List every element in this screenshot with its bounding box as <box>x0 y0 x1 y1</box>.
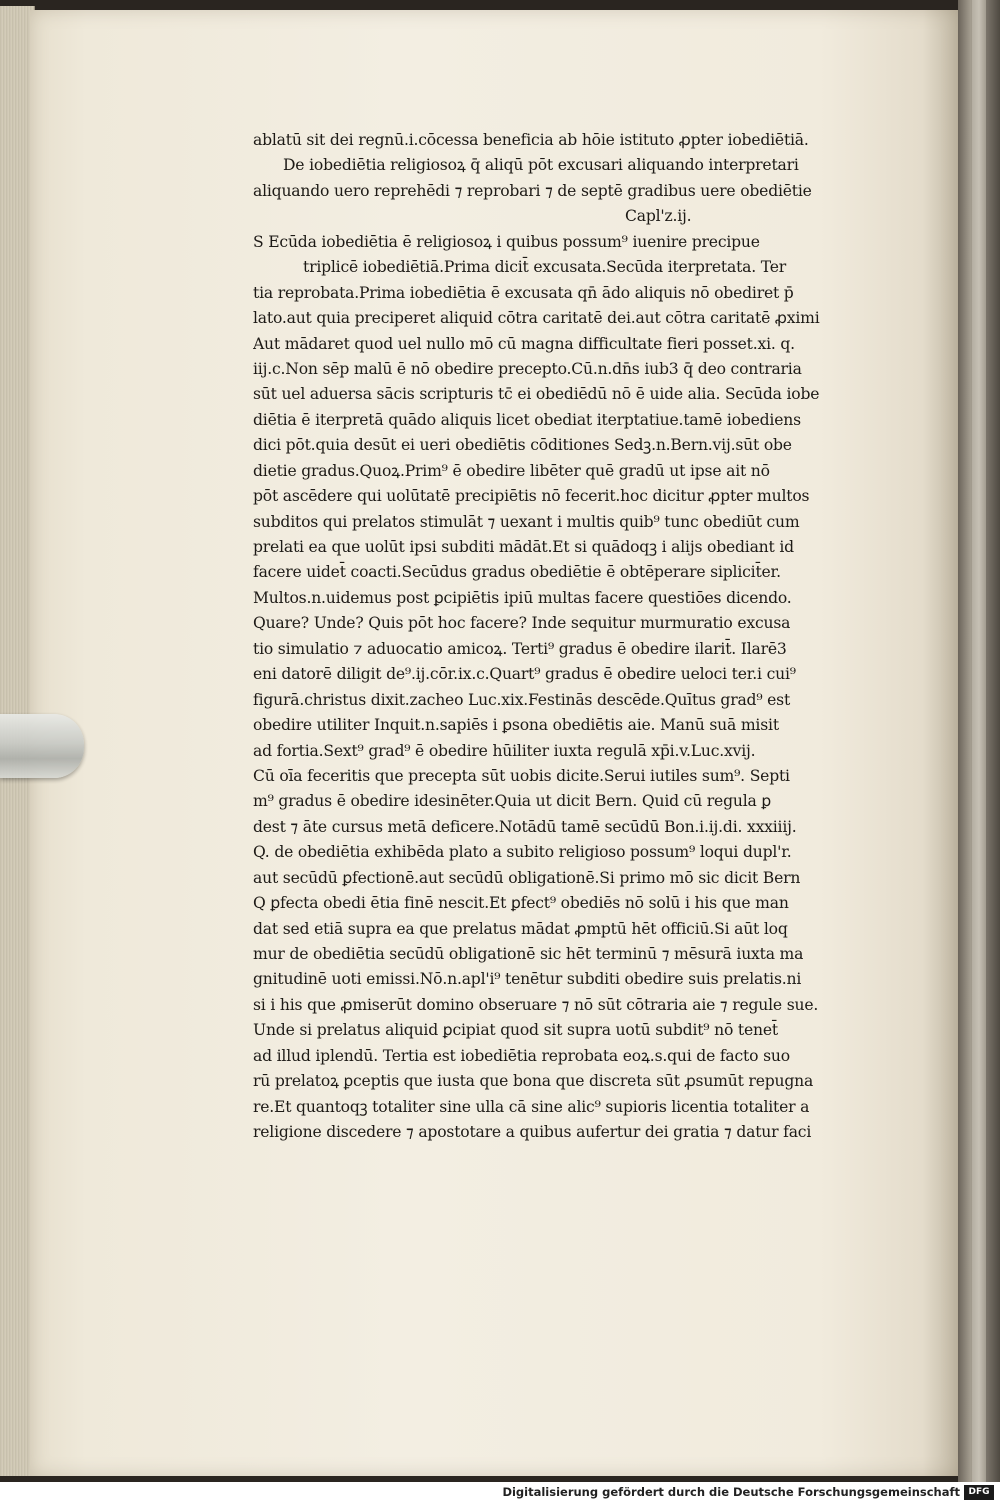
footer-bar <box>0 1482 1000 1504</box>
text-line: ad fortia.Sext⁹ grad⁹ ē obedire hūiliter iuxta regulā xp̄i.v.Luc.xvij. <box>253 741 756 760</box>
text-line: dietie gradus.Quoꝝ.Prim⁹ ē obedire libēter quē gradū ut ipse ait nō <box>253 461 770 480</box>
text-line: diētia ē iterpretā quādo aliquis licet obediat iterptatiue.tamē iobediens <box>253 410 801 429</box>
text-line: Quare? Unde? Quis pōt hoc facere? Inde sequitur murmuratio excusa <box>253 614 791 633</box>
text-line: triplicē iobediētiā.Prima dicit̄ excusata.Secūda iterpretata. Ter <box>303 258 787 277</box>
text-line: aliquando uero reprehēdi ⁊ reprobari ⁊ de septē gradibus uere obediētie <box>253 181 812 200</box>
text-line: tia reprobata.Prima iobediētia ē excusata qn̄ ādo aliquis nō obediret p̄ <box>253 283 794 302</box>
text-line: si i his que ꝓmiserūt domino obseruare ⁊ nō sūt cōtraria aie ⁊ regule sue. <box>253 995 819 1014</box>
text-line: dat sed etiā supra ea que prelatus mādat ꝓmptū hēt officiū.Si aūt loq <box>253 919 788 938</box>
text-line: mur de obediētia secūdū obligationē sic hēt terminū ⁊ mēsurā iuxta ma <box>253 945 804 963</box>
text-line: sūt uel aduersa sācis scripturis tc̄ ei obediēdū nō ē uide alia. Secūda iobe <box>253 385 820 404</box>
chapter-number: Capl'z.ij. <box>625 207 692 226</box>
text-line: re.Et quantoqꝫ totaliter sine ulla cā sine alic⁹ supioris licentia totaliter a <box>253 1097 810 1116</box>
body-text <box>253 128 885 1146</box>
text-line: aut secūdū ꝑfectionē.aut secūdū obligationē.Si primo mō sic dicit Bern <box>253 868 801 887</box>
dfg-logo: DFG <box>964 1485 994 1500</box>
text-line: Q. de obediētia exhibēda plato a subito religioso possum⁹ loqui dupl'r. <box>253 843 792 862</box>
text-line: gnitudinē uoti emissi.Nō.n.apl'i⁹ tenētur subditi obedire suis prelatis.ni <box>253 970 802 989</box>
text-line: Aut mādaret quod uel nullo mō cū magna difficultate fieri posset.xi. q. <box>253 334 795 353</box>
text-line: religione discedere ⁊ apostotare a quibus aufertur dei gratia ⁊ datur faci <box>253 1123 812 1142</box>
text-line: figurā.christus dixit.zacheo Luc.xix.Festinās descēde.Quītus grad⁹ est <box>253 690 791 709</box>
text-line: pōt ascēdere qui uolūtatē precipiētis nō fecerit.hoc dicitur ꝓpter multos <box>253 487 810 506</box>
text-line: prelati ea que uolūt ipsi subditi mādāt.Et si quādoqꝫ i alijs obediant id <box>253 538 794 556</box>
chapter-heading: De iobediētia religiosoꝝ q̄ aliqū pōt excusari aliquando interpretari <box>283 156 799 175</box>
text-line: dest ⁊ āte cursus metā deficere.Notādū tamē secūdū Bon.i.ij.di. xxxiiij. <box>253 817 797 836</box>
text-line: rū prelatoꝝ ꝑceptis que iusta que bona que discreta sūt ꝓsumūt repugna <box>253 1072 814 1091</box>
text-line: facere uidet̄ coacti.Secūdus gradus obediētie ē obtēperare siplicit̄er. <box>253 563 781 582</box>
text-line: tio simulatio ⁊ aduocatio amicoꝝ. Terti⁹ gradus ē obedire ilarit̄. Ilarē3 <box>253 639 787 658</box>
gutter-highlight <box>972 0 986 1482</box>
text-line: Cū oīa feceritis que precepta sūt uobis dicite.Serui iutiles sum⁹. Septi <box>253 766 790 785</box>
text-line: Multos.n.uidemus post ꝑcipiētis ipiū multas facere questiōes dicendo. <box>253 588 792 607</box>
page-clip <box>0 714 84 778</box>
text-line: ablatū sit dei regnū.i.cōcessa beneficia ab hōie istituto ꝓpter iobediētiā. <box>253 131 809 149</box>
text-line: subditos qui prelatos stimulāt ⁊ uexant i multis quib⁹ tunc obediūt cum <box>253 512 800 531</box>
text-line: m⁹ gradus ē obedire idesinēter.Quia ut dicit Bern. Quid cū regula ꝑ <box>253 792 772 811</box>
text-line: Q ꝑfecta obedi ētia finē nescit.Et ꝑfect⁹ obediēs nō solū i his que man <box>253 894 789 913</box>
text-line: eni datorē diligit de⁹.ij.cōr.ix.c.Quart⁹ gradus ē obedire ueloci ter.i cui⁹ <box>253 665 796 684</box>
funding-credit: Digitalisierung gefördert durch die Deutsche Forschungsgemeinschaft <box>502 1485 960 1499</box>
text-line: Unde si prelatus aliquid ꝑcipiat quod sit supra uotū subdit⁹ nō tenet̄ <box>253 1021 778 1040</box>
text-line: iij.c.Non sēp malū ē nō obedire precepto.Cū.n.dn̄s iub3 q̄ deo contraria <box>253 359 802 378</box>
text-line: S Ecūda iobediētia ē religiosoꝝ i quibus possum⁹ iuenire precipue <box>253 232 760 251</box>
text-line: obedire utiliter Inquit.n.sapiēs i ꝑsona obediētis aie. Manū suā misit <box>253 716 779 735</box>
text-line: ad illud iplendū. Tertia est iobediētia reprobata eoꝝ.s.qui de facto suo <box>253 1046 790 1065</box>
text-line: dici pōt.quia desūt ei ueri obediētis cōditiones Sedꝫ.n.Bern.vij.sūt obe <box>253 436 792 455</box>
text-line: lato.aut quia preciperet aliquid cōtra caritatē dei.aut cōtra caritatē ꝓximi <box>253 309 820 328</box>
